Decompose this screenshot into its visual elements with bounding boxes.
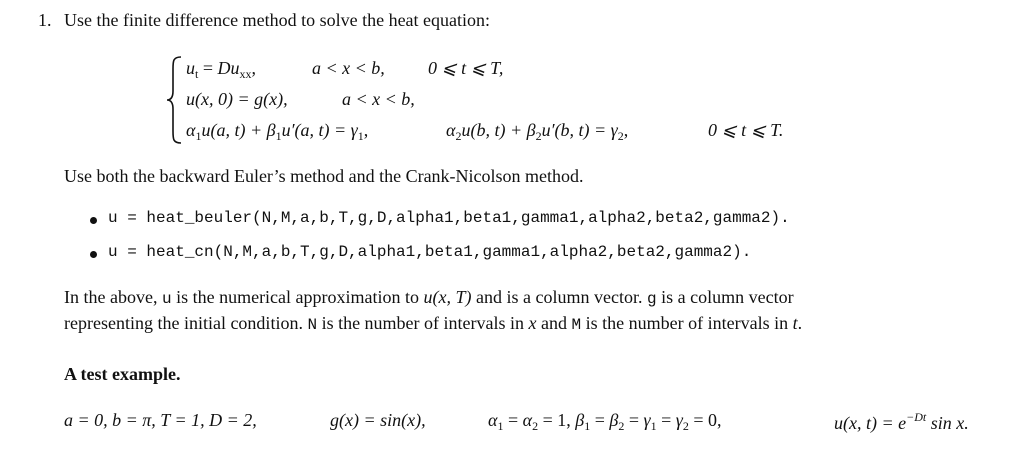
test-params: a = 0, b = π, T = 1, D = 2, (64, 410, 257, 430)
equation-3-left-boundary: $\alpha_1u(a$, $t) + \beta_1u'(a$, $t) = \gamma_1$, (186, 120, 369, 143)
explanation-line-1: In the above, u is the numerical approximation to u(x, T) and is a column vector. g is a column vector (64, 287, 794, 308)
equation-1: $u_t = Du_{xx}$, (186, 58, 256, 81)
methods-sentence: Use both the backward Euler’s method and the Crank-Nicolson method. (64, 166, 584, 186)
equation-1-domain: a < x < b, (312, 58, 385, 78)
bullet-dot (90, 251, 97, 258)
equation-2: u(x, 0) = g(x), (186, 89, 288, 109)
equation-3-right-boundary: $\alpha_2u(b$, $t) + \beta_2u'(b$, $t) = \gamma_2$, (446, 120, 629, 143)
test-boundary-coefficients: $\alpha_1 = \alpha_2 = 1$, $\beta_1 = \beta_2 = \gamma_1 = \gamma_2 = 0$, (488, 410, 722, 433)
problem-statement: Use the finite difference method to solve the heat equation: (64, 10, 491, 30)
explanation-line-2: representing the initial condition. N is the number of intervals in x and M is the number of intervals in t. (64, 313, 803, 334)
problem-line (38, 10, 490, 31)
bullet-dot (90, 217, 97, 224)
equation-2-domain: a < x < b, (342, 89, 415, 109)
bullet-heat-cn: u = heat_cn(N,M,a,b,T,g,D,alpha1,beta1,gamma1,alpha2,beta2,gamma2). (108, 243, 752, 261)
test-initial-condition: g(x) = sin(x), (330, 410, 426, 430)
equation-1-time: 0 ⩽ t ⩽ T, (428, 58, 504, 78)
system-brace (165, 55, 183, 145)
equation-3-time: 0 ⩽ t ⩽ T. (708, 120, 784, 140)
test-heading: A test example. (64, 364, 181, 384)
test-exact-solution: u(x, $t) = e^{-Dt}$ sin x. (834, 410, 969, 433)
bullet-heat-beuler: u = heat_beuler(N,M,a,b,T,g,D,alpha1,beta1,gamma1,alpha2,beta2,gamma2). (108, 209, 790, 227)
problem-number: 1. (38, 10, 52, 30)
